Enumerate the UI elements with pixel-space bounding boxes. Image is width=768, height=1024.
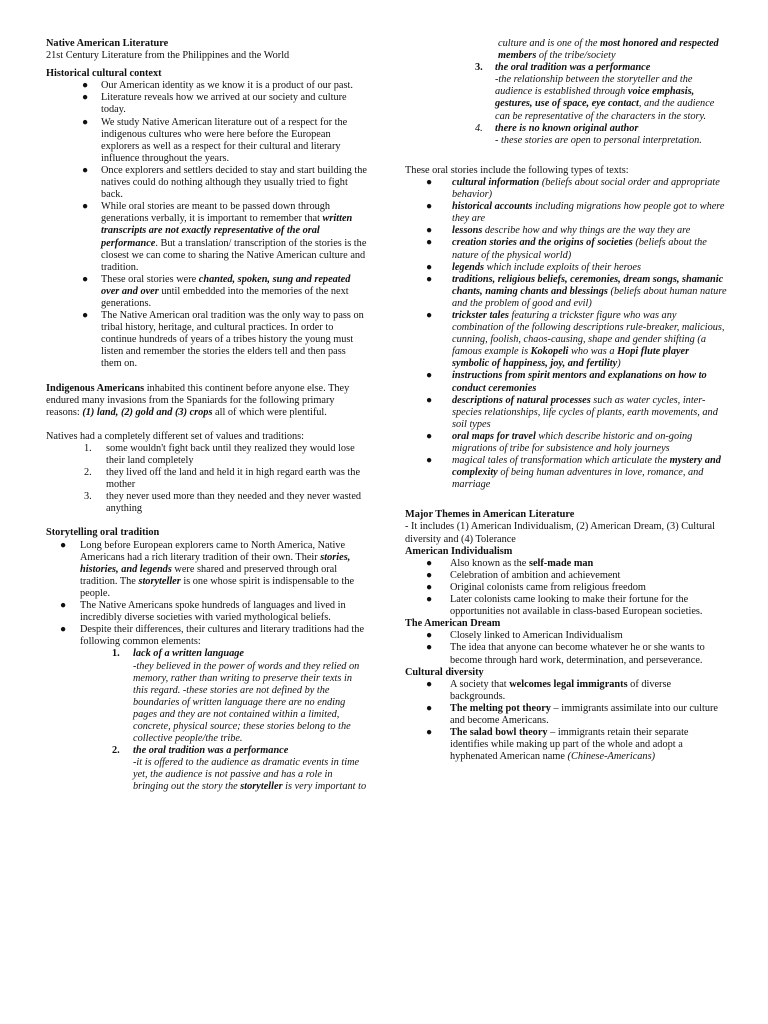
- dream-heading: The American Dream: [405, 618, 501, 630]
- list-item: ● trickster tales featuring a trickster figure who was any combination of the following descriptions rule-breaker, malicious, cunning, foolish, chaos-causing, shape and gender shifting (a famous example is Kokopeli who was a Hopi flute player symbolic of happiness, joy, and fertility): [426, 309, 725, 370]
- list-item: ● traditions, religious beliefs, ceremonies, dream songs, shamanic chants, naming chants and blessings (beliefs about human nature and the problem of good and evil): [426, 273, 727, 309]
- bullet-icon: ●: [426, 581, 433, 593]
- list-item: 3. the oral tradition was a performance -the relationship between the storyteller and the audience is established through voice emphasis, gestures, use of space, eye contact, and the audience can be representative of the characters in the story.: [475, 62, 715, 122]
- list-item: ● creation stories and the origins of societies (beliefs about the nature of the physical world): [426, 237, 707, 261]
- bullet-icon: ●: [426, 557, 433, 569]
- bullet-icon: ●: [426, 261, 433, 273]
- list-item: ● historical accounts including migrations how people got to where they are: [426, 201, 725, 225]
- list-item: ● Our American identity as we know it is a product of our past.: [82, 80, 353, 92]
- list-item: ● lessons describe how and why things are the way they are: [426, 225, 691, 237]
- bullet-icon: ●: [426, 455, 433, 467]
- document-title: Native American Literature: [46, 38, 169, 49]
- list-item: ● cultural information (beliefs about social order and appropriate behavior): [426, 176, 720, 201]
- list-item: ● Long before European explorers came to North America, Native Americans had a rich literary tradition of their own. Their stories, histories, and legends were shared and preserved through oral tradition. The storyteller is one whose spirit is indispensable to the people.: [60, 539, 355, 599]
- bullet-icon: ●: [426, 225, 433, 237]
- list-item: ● Later colonists came looking to make their fortune for the opportunities not available in class-based European societies.: [426, 594, 703, 618]
- bullet-icon: ●: [426, 176, 433, 188]
- bullet-icon: ●: [426, 727, 433, 739]
- natives-intro: Natives had a completely different set of values and traditions:: [46, 430, 305, 442]
- list-item: ● We study Native American literature out of a respect for the indigenous cultures who were here before the European explorers as well as a respect for their cultural and literary influence throughout the years.: [82, 116, 348, 164]
- natives-list: [46, 443, 368, 516]
- bullet-icon: ●: [82, 310, 89, 322]
- list-item: ● A society that welcomes legal immigrants of diverse backgrounds.: [426, 678, 672, 702]
- bullet-icon: ●: [426, 594, 433, 606]
- bullet-icon: ●: [82, 201, 89, 213]
- bullet-icon: ●: [426, 370, 433, 382]
- list-item: ● The Native American oral tradition was the only way to pass on tribal history, heritage, and cultural practices. In order to continue hundreds of years of a tribes history the young must listen and remember the stories the elders tell and then pass them on.: [82, 310, 364, 370]
- list-item: ● Literature reveals how we arrived at our society and culture today.: [82, 92, 347, 116]
- bullet-icon: ●: [426, 394, 433, 406]
- list-item: 4. there is no known original author - these stories are open to personal interpretation.: [475, 122, 702, 146]
- bullet-icon: ●: [426, 201, 433, 213]
- bullet-icon: ●: [426, 430, 433, 442]
- list-item: ● Once explorers and settlers decided to stay and start building the natives could do nothing although they usually tried to fight back.: [82, 164, 367, 201]
- list-item: 3. they never used more than they needed and they never wasted anything: [84, 491, 362, 515]
- individualism-list: [405, 558, 728, 618]
- list-item: ● Closely linked to American Individualism: [426, 630, 623, 642]
- list-item: ● legends which include exploits of their heroes: [426, 261, 641, 273]
- themes-heading: Major Themes in American Literature: [405, 509, 575, 521]
- bullet-icon: ●: [82, 80, 89, 92]
- texts-intro: These oral stories include the following types of texts:: [405, 164, 629, 176]
- list-item: ● Also known as the self-made man: [426, 557, 594, 569]
- bullet-icon: ●: [82, 92, 89, 104]
- document-subtitle: 21st Century Literature from the Philippines and the World: [46, 50, 290, 62]
- list-item: ● instructions from spirit mentors and explanations on how to conduct ceremonies: [426, 370, 707, 394]
- bullet-icon: ●: [426, 678, 433, 690]
- list-item: ● These oral stories were chanted, spoken, sung and repeated over and over until embedded into the memories of the next generations.: [82, 273, 351, 309]
- list-item: ● oral maps for travel which describe historic and on-going migrations of tribe for subsistence and holy journeys: [426, 430, 693, 454]
- themes-intro: - It includes (1) American Individualism, (2) American Dream, (3) Cultural diversity and (4) Tolerance: [405, 521, 715, 545]
- bullet-icon: ●: [426, 630, 433, 642]
- list-item: ● Despite their differences, their cultures and literary traditions had the following common elements:: [60, 624, 365, 648]
- indigenous-paragraph: Indigenous Americans inhabited this continent before anyone else. They endured many invasions from the Spaniards for the following primary reasons: (1) land, (2) gold and (3) crops all of which were plentiful.: [46, 382, 350, 418]
- bullet-icon: ●: [426, 702, 433, 714]
- bullet-icon: ●: [426, 642, 433, 654]
- bullet-icon: ●: [426, 273, 433, 285]
- historical-list: [46, 80, 368, 370]
- bullet-icon: ●: [82, 116, 89, 128]
- list-item: ● The salad bowl theory – immigrants retain their separate identifies while making up part of the whole and adopt a hyphenated American name (Chinese-Americans): [426, 727, 689, 763]
- list-item: ● The melting pot theory – immigrants assimilate into our culture and become Americans.: [426, 702, 718, 726]
- list-item: ● magical tales of transformation which articulate the mystery and complexity of being human adventures in love, romance, and marriage: [426, 455, 721, 491]
- continued-text: culture and is one of the most honored and respected members of the tribe/society: [498, 38, 719, 62]
- bullet-icon: ●: [426, 309, 433, 321]
- bullet-icon: ●: [60, 624, 67, 636]
- bullet-icon: ●: [82, 164, 89, 176]
- bullet-icon: ●: [82, 273, 89, 285]
- elements-list: [46, 648, 368, 793]
- individualism-heading: American Individualism: [405, 545, 513, 557]
- diversity-heading: Cultural diversity: [405, 666, 484, 678]
- list-item: ● descriptions of natural processes such as water cycles, inter-species relationships, life cycles of plants, earth movements, and soil types: [426, 394, 718, 430]
- list-item: ● Original colonists came from religious freedom: [426, 581, 646, 593]
- list-item: 1. some wouldn't fight back until they realized they would lose their land completely: [84, 442, 355, 466]
- dream-list: [405, 630, 728, 666]
- list-item: ● Celebration of ambition and achievement: [426, 569, 621, 581]
- bullet-icon: ●: [60, 600, 67, 612]
- storytelling-list: [46, 540, 368, 649]
- list-item: ● While oral stories are meant to be passed down through generations verbally, it is important to remember that written transcripts are not exactly representative of the oral performance. But a translation/ transcription of the stories is the closest we can come to sharing the Native American culture and tradition.: [82, 201, 367, 273]
- bullet-icon: ●: [426, 237, 433, 249]
- diversity-list: [405, 679, 728, 764]
- right-column: [405, 38, 728, 763]
- texts-list: [405, 177, 728, 491]
- bullet-icon: ●: [60, 539, 67, 551]
- list-item: 2. they lived off the land and held it in high regard earth was the mother: [84, 467, 361, 491]
- list-item: ● The Native Americans spoke hundreds of languages and lived in incredibly diverse societies with varied mythological beliefs.: [60, 600, 346, 624]
- list-item: 2. the oral tradition was a performance -it is offered to the audience as dramatic events in time yet, the audience is not passive and has a role in bringing out the story the storyteller is very important to: [112, 745, 367, 793]
- storytelling-heading: Storytelling oral tradition: [46, 527, 160, 539]
- left-column: [46, 38, 368, 794]
- list-item: 1. lack of a written language -they believed in the power of words and they relied on memory, rather than writing to preserve their texts in this regard. -these stories are not defined by the boundaries of written language there are no ending pages and they are not contained within a limited, concrete, physical source; these stories belong to the collective people/the tribe.: [112, 648, 360, 745]
- list-item: ● The idea that anyone can become whatever he or she wants to become through hard work, determination, and perseverance.: [426, 642, 705, 666]
- bullet-icon: ●: [426, 569, 433, 581]
- historical-heading: Historical cultural context: [46, 68, 162, 80]
